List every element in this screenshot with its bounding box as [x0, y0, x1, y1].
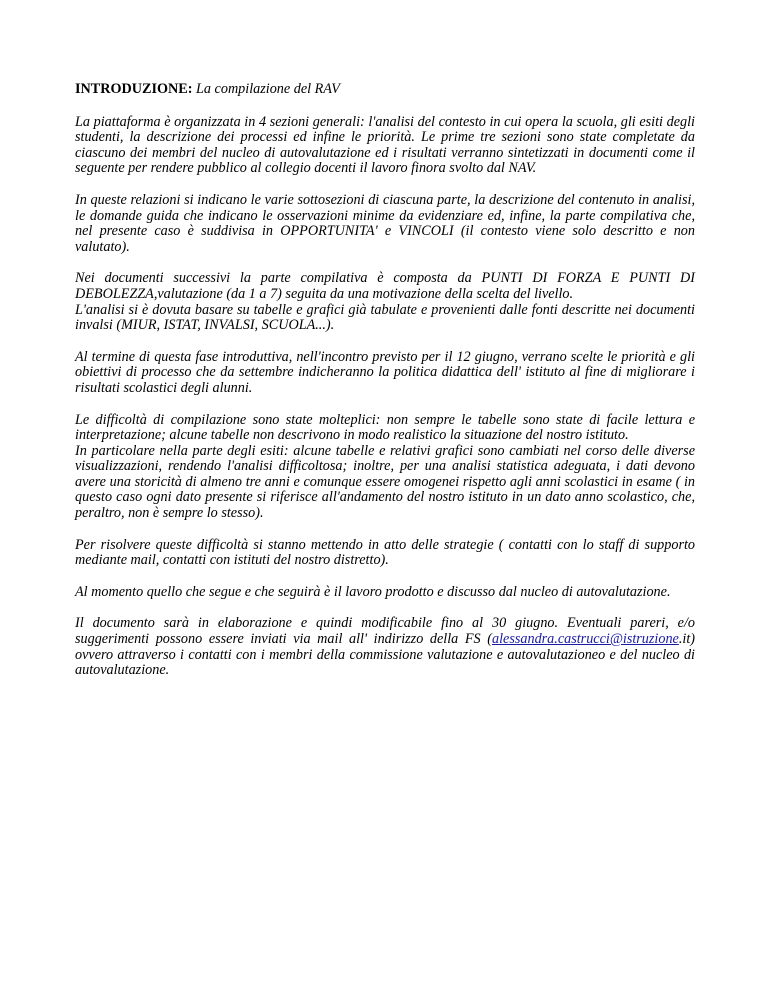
document-heading	[75, 82, 695, 98]
paragraph-line: Nei documenti successivi la parte compilativa è composta da PUNTI DI FORZA E PUNTI DI DEBOLEZZA,valutazione (da 1 a 7) seguita da una motivazione della scelta del livello.	[75, 270, 695, 302]
paragraph-next-phase: Al termine di questa fase introduttiva, nell'incontro previsto per il 12 giugno, verrano scelte le priorità e gli obiettivi di processo che da settembre indicheranno la politica didattica dell' istituto al fine di migliorare i risultati scolastici degli alunni.	[75, 348, 695, 396]
paragraph-strategies: Per risolvere queste difficoltà si stanno mettendo in atto delle strategie ( contatti con lo staff di supporto mediante mail, contatti con istituti del nostro distretto).	[75, 536, 695, 569]
paragraph-line: In particolare nella parte degli esiti: alcune tabelle e relativi grafici sono cambiati nel corso delle diverse visualizzazioni, rendendo l'analisi difficoltosa; inoltre, per una analisi statistica adeguata, i dati devono avere una storicità di almeno tre anni e comunque essere omogenei rispetto agli anni scolastici in esame ( in questo caso ogni dato presente si riferisce all'andamento del nostro istituto in un dato anno scolastico, che, peraltro, non è sempre lo stesso).	[75, 442, 695, 522]
contact-text-before: Il documento sarà in elaborazione e quindi modificabile fino al 30 giugno. Eventuali pareri, e/o suggerimenti possono essere inviati via mail all' indirizzo della FS (	[75, 615, 695, 648]
paragraph-platform-sections: La piattaforma è organizzata in 4 sezioni generali: l'analisi del contesto in cui opera la scuola, gli esiti degli studenti, la descrizione dei processi ed infine le priorità. Le prime tre sezioni sono state completate da ciascuno dei membri del nucleo di autovalutazione ed i risultati verranno sintetizzati in documenti come il seguente per rendere pubblico al collegio docenti il lavoro finora svolto dal NAV.	[75, 113, 695, 177]
document-page	[75, 82, 695, 695]
paragraph-current-work: Al momento quello che segue e che seguirà è il lavoro prodotto e discusso dal nucleo di autovalutazione.	[75, 583, 671, 600]
heading-subtitle: La compilazione del RAV	[192, 81, 340, 97]
paragraph-contact	[75, 616, 695, 678]
heading-label: INTRODUZIONE:	[75, 81, 193, 97]
email-link[interactable]: alessandra.castrucci@istruzione	[492, 631, 679, 648]
paragraph-line: L'analisi si è dovuta basare su tabelle e grafici già tabulate e provenienti dalle fonti descritte nei documenti invalsi (MIUR, ISTAT, INVALSI, SCUOLA...).	[75, 301, 695, 334]
contact-text-after: .it) ovvero attraverso i contatti con i membri della commissione valutazione e autovalutazioneo e del nucleo di autovalutazione.	[75, 631, 695, 679]
paragraph-subsequent-documents	[75, 271, 695, 333]
paragraph-line: Le difficoltà di compilazione sono state molteplici: non sempre le tabelle sono state di facile lettura e interpretazione; alcune tabelle non descrivono in modo realistico la situazione del nostro istituto.	[75, 411, 695, 444]
paragraph-difficulties	[75, 413, 695, 522]
paragraph-reports-structure: In queste relazioni si indicano le varie sottosezioni di ciascuna parte, la descrizione del contenuto in analisi, le domande guida che indicano le osservazioni minime da evidenziare ed, infine, la parte compilativa che, nel presente caso è suddivisa in OPPORTUNITA' e VINCOLI (il contesto viene solo descritto e non valutato).	[75, 191, 695, 255]
